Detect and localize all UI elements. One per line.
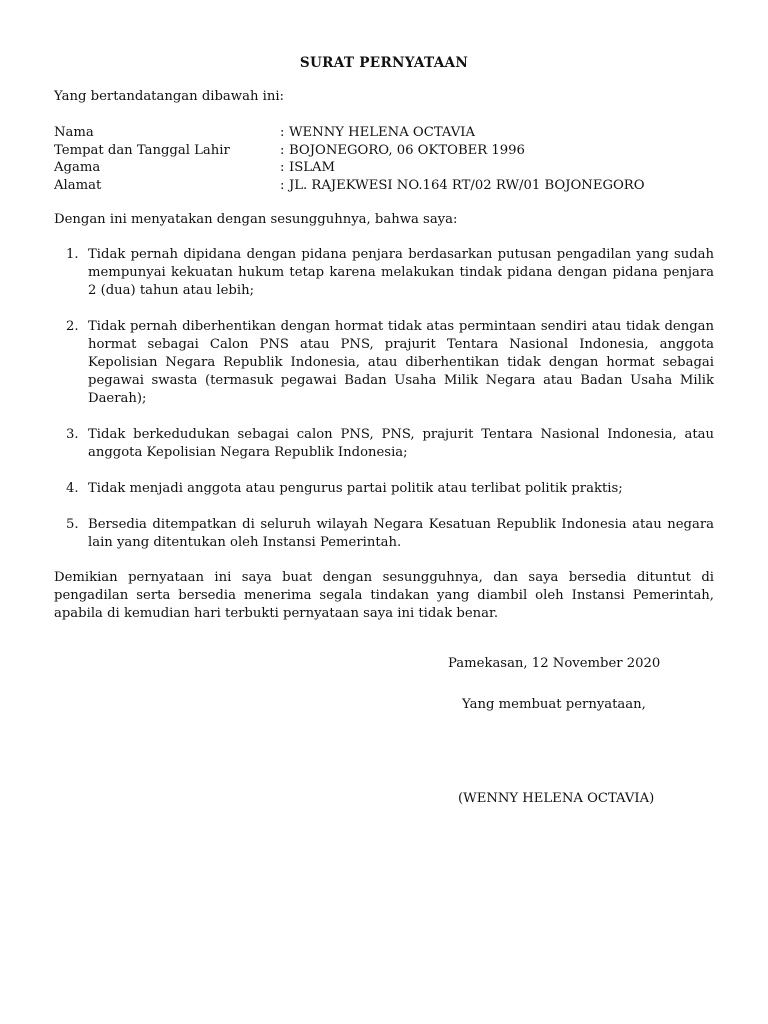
- list-item-text: Tidak pernah dipidana dengan pidana penjara berdasarkan putusan pengadilan yang sudah mempunyai kekuatan hukum tetap karena melakukan tindak pidana dengan pidana penjara 2 (dua) tahun atau lebih;: [88, 247, 714, 298]
- identity-block: [54, 124, 714, 194]
- identity-value: WENNY HELENA OCTAVIA: [289, 125, 476, 140]
- list-item-text: Tidak pernah diberhentikan dengan hormat tidak atas permintaan sendiri atau tidak dengan hormat sebagai Calon PNS atau PNS, prajurit Tentara Nasional Indonesia, anggota Kepolisian Negara Republik Indonesia, atau diberhentikan tidak dengan hormat sebagai pegawai swasta (termasuk pegawai Badan Usaha Milik Negara atau Badan Usaha Milik Daerah);: [88, 319, 714, 406]
- list-item-text: Tidak menjadi anggota atau pengurus partai politik atau terlibat politik praktis;: [88, 481, 623, 496]
- signer-name: (WENNY HELENA OCTAVIA): [458, 791, 655, 806]
- identity-value: ISLAM: [289, 160, 336, 175]
- identity-label: Nama: [54, 125, 94, 140]
- document-title: SURAT PERNYATAAN: [299, 55, 469, 71]
- identity-separator: :: [280, 142, 285, 158]
- list-item-number: 1.: [66, 247, 79, 262]
- identity-row-birth: [54, 142, 714, 160]
- intro-text: Yang bertandatangan dibawah ini:: [54, 89, 284, 104]
- list-item: [54, 246, 714, 300]
- identity-row-address: [54, 177, 714, 195]
- identity-label: Agama: [54, 160, 101, 175]
- list-item: [54, 318, 714, 408]
- list-item: [54, 480, 714, 498]
- identity-label: Alamat: [54, 177, 102, 193]
- list-item-number: 5.: [66, 517, 79, 532]
- closing-paragraph: Demikian pernyataan ini saya buat dengan sesungguhnya, dan saya bersedia dituntut di pengadilan serta bersedia menerima segala tindakan yang diambil oleh Instansi Pemerintah, apabila di kemudian hari terbukti pernyataan saya ini tidak benar.: [54, 570, 714, 621]
- identity-value: BOJONEGORO, 06 OKTOBER 1996: [289, 142, 525, 158]
- identity-separator: :: [280, 177, 285, 193]
- list-item: [54, 516, 714, 552]
- document-page: [54, 0, 714, 1024]
- identity-separator: :: [280, 160, 285, 175]
- list-item-number: 2.: [66, 319, 79, 334]
- identity-row-religion: [54, 159, 714, 177]
- list-item-text: Bersedia ditempatkan di seluruh wilayah Negara Kesatuan Republik Indonesia atau negara lain yang ditentukan oleh Instansi Pemerintah.: [88, 517, 714, 550]
- signer-label: Yang membuat pernyataan,: [462, 697, 646, 712]
- place-date: Pamekasan, 12 November 2020: [448, 656, 661, 671]
- declaration-list: [54, 246, 714, 570]
- identity-row-name: [54, 124, 714, 142]
- list-item-number: 3.: [66, 427, 79, 442]
- list-item-text: Tidak berkedudukan sebagai calon PNS, PNS, prajurit Tentara Nasional Indonesia, atau anggota Kepolisian Negara Republik Indonesia;: [88, 427, 714, 460]
- identity-separator: :: [280, 125, 285, 140]
- identity-label: Tempat dan Tanggal Lahir: [54, 142, 230, 158]
- list-item: [54, 426, 714, 462]
- identity-value: JL. RAJEKWESI NO.164 RT/02 RW/01 BOJONEGORO: [289, 177, 645, 193]
- list-item-number: 4.: [66, 481, 79, 496]
- declaration-intro: Dengan ini menyatakan dengan sesungguhnya, bahwa saya:: [54, 212, 458, 227]
